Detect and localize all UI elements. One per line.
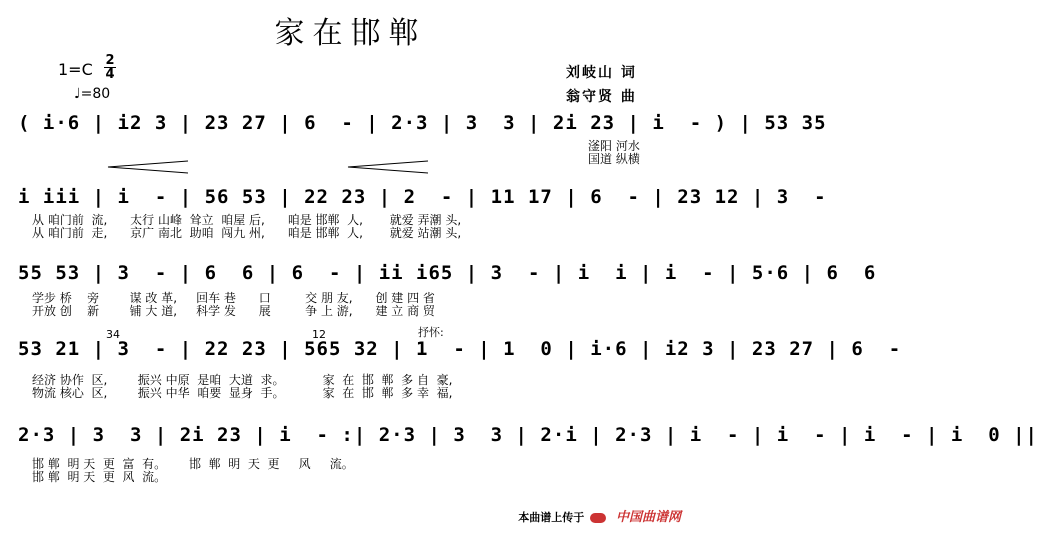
- lyric-verse-1: 经济 协作 区, 振兴 中原 是咱 大道 求。 家 在 邯 郸 多 自 豪,: [32, 373, 453, 387]
- notes-line-2: i iii | i - | 56 53 | 22 23 | 2 - | 11 17 | 6 - | 23 12 | 3 -: [18, 186, 827, 208]
- crescendo-hairpin: [348, 160, 428, 174]
- composer-credit: 翁守贤 曲: [566, 89, 637, 105]
- site-logo-icon: [590, 513, 606, 523]
- breath-mark: 抒怀:: [418, 326, 444, 339]
- lyric-verse-2: 物流 核心 区, 振兴 中华 咱要 显身 手。 家 在 邯 郸 多 幸 福,: [32, 386, 453, 400]
- lyric-verse-2: 开放 创 新 铺 大 道, 科学 发 展 争 上 游, 建 立 商 贸: [32, 304, 435, 318]
- footer-text: 本曲谱上传于: [518, 511, 585, 524]
- side-lyric-2: 国道 纵横: [588, 152, 640, 166]
- side-lyric-1: 滏阳 河水: [588, 139, 640, 153]
- score-line-5: [18, 424, 1038, 488]
- score-line-2: [18, 186, 827, 246]
- score-line-3: [18, 262, 877, 322]
- lyricist-credit: 刘岐山 词: [566, 65, 637, 81]
- score-line-4: [18, 326, 902, 402]
- notes-line-5: 2·3 | 3 3 | 2i 23 | i - :| 2·3 | 3 3 | 2·i | 2·3 | i - | i - | i - | i 0 ||: [18, 424, 1038, 446]
- time-signature: [104, 54, 116, 81]
- lyric-verse-1: 学步 桥 旁 谋 改 革, 回车 巷 口 交 朋 友, 创 建 四 省: [32, 291, 435, 305]
- meter-bottom: 4: [105, 67, 115, 82]
- footer-brand[interactable]: 中国曲谱网: [615, 510, 681, 525]
- notes-line-3: 55 53 | 3 - | 6 6 | 6 - | ii i65 | 3 - | i i | i - | 5·6 | 6 6: [18, 262, 877, 284]
- notes-line-1: ( i·6 | i2 3 | 23 27 | 6 - | 2·3 | 3 3 | 2i 23 | i - ) | 53 35: [18, 112, 827, 134]
- lyric-verse-1: 从 咱门前 流, 太行 山峰 耸立 咱屋 后, 咱是 邯郸 人, 就爱 弄潮 头,: [32, 213, 462, 227]
- fermata-mark: 34: [106, 328, 120, 341]
- upload-footer: [518, 506, 681, 525]
- score-line-1: [18, 112, 827, 172]
- meter-top: 2: [105, 53, 115, 68]
- fermata-mark: 12: [312, 328, 326, 341]
- lyric-verse-2: 邯 郸 明 天 更 风 流。: [32, 470, 167, 484]
- notes-line-4: 53 21 | 3 - | 22 23 | 565 32 | 1 - | 1 0 | i·6 | i2 3 | 23 27 | 6 -: [18, 338, 902, 360]
- song-title: 家在邯郸: [274, 16, 427, 51]
- crescendo-hairpin: [108, 160, 188, 174]
- lyric-verse-2: 从 咱门前 走, 京广 南北 助咱 闯九 州, 咱是 邯郸 人, 就爱 站潮 头,: [32, 226, 462, 240]
- lyric-verse-1: 邯 郸 明 天 更 富 有。 邯 郸 明 天 更 风 流。: [32, 457, 354, 471]
- tempo-marking: ♩=80: [74, 86, 111, 102]
- key-signature: 1=C: [58, 60, 93, 79]
